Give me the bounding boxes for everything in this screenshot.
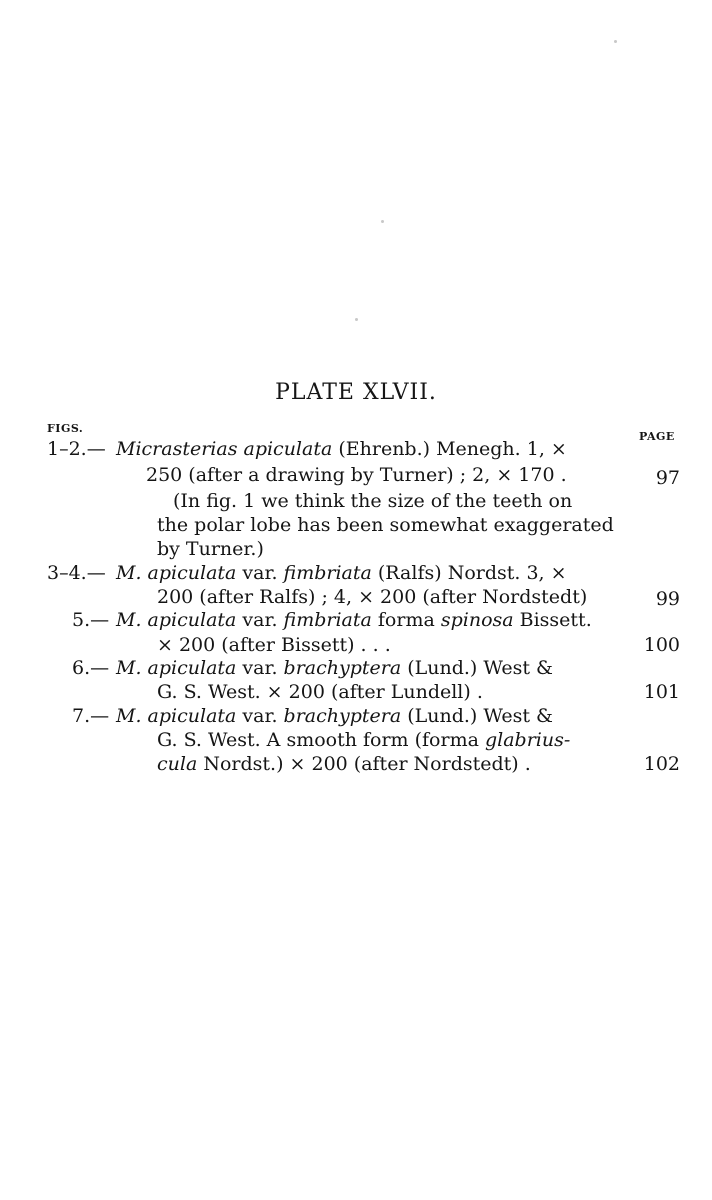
var-label: var. <box>236 609 284 631</box>
entry-line-1 <box>116 656 553 680</box>
genus: M. <box>116 657 142 679</box>
entry-line-1 <box>116 608 592 632</box>
note-line-3: by Turner.) <box>157 538 264 560</box>
entry-number: 6.— <box>72 657 110 679</box>
var-label: var. <box>236 705 284 727</box>
page-number: 102 <box>643 753 680 775</box>
note-line-2: the polar lobe has been somewhat exaggerated <box>157 514 614 536</box>
entry-line-2 <box>157 728 570 752</box>
entry-text: (Ehrenb.) Menegh. 1, × <box>332 438 567 460</box>
entry-text: Bissett. <box>513 609 592 631</box>
entry-number: 7.— <box>72 705 110 727</box>
entry-line-2: 250 (after a drawing by Turner) ; 2, × 170 . <box>146 464 567 486</box>
page-number: 99 <box>655 588 680 610</box>
plate-title: PLATE XLVII. <box>275 380 437 405</box>
genus: M. <box>116 705 142 727</box>
entry-line-1 <box>116 561 567 585</box>
species: apiculata <box>147 562 237 584</box>
page-number: 100 <box>643 634 680 656</box>
entry-number: 1–2.— <box>47 438 106 460</box>
scan-speck <box>355 318 358 321</box>
species: apiculata <box>147 609 237 631</box>
scan-speck <box>614 40 617 43</box>
entry-text: Nordst.) × 200 (after Nordstedt) . <box>197 753 531 775</box>
genus: M. <box>116 609 142 631</box>
entry-line-2: G. S. West. × 200 (after Lundell) . <box>157 681 483 703</box>
forma: spinosa <box>440 609 514 631</box>
entry-number: 5.— <box>72 609 110 631</box>
entry-line-2: 200 (after Ralfs) ; 4, × 200 (after Nordstedt) <box>157 586 588 608</box>
variety: brachyptera <box>283 657 402 679</box>
entry-text: (Lund.) West & <box>401 705 553 727</box>
note-line-1: (In fig. 1 we think the size of the teeth on <box>173 490 573 512</box>
forma-continued: cula <box>157 753 198 775</box>
page-column-header: PAGE <box>639 430 675 443</box>
species: apiculata <box>147 705 237 727</box>
forma-label: forma <box>371 609 441 631</box>
page-number: 101 <box>643 681 680 703</box>
genus: M. <box>116 562 142 584</box>
figs-column-header: FIGS. <box>47 422 84 435</box>
var-label: var. <box>236 657 284 679</box>
entry-text: G. S. West. A smooth form (forma <box>157 729 485 751</box>
var-label: var. <box>236 562 284 584</box>
entry-line-1 <box>116 704 553 728</box>
scan-speck <box>381 220 384 223</box>
entry-text: (Ralfs) Nordst. 3, × <box>371 562 567 584</box>
variety: brachyptera <box>283 705 402 727</box>
entry-line-2: × 200 (after Bissett) . . . <box>157 634 391 656</box>
variety: fimbriata <box>283 609 372 631</box>
forma: glabrius- <box>484 729 571 751</box>
entry-text: (Lund.) West & <box>401 657 553 679</box>
entry-line-3 <box>157 752 531 776</box>
entry-number: 3–4.— <box>47 562 106 584</box>
taxon-name: Micrasterias apiculata <box>116 438 333 460</box>
species: apiculata <box>147 657 237 679</box>
entry-line-1 <box>116 437 567 461</box>
variety: fimbriata <box>283 562 372 584</box>
page-number: 97 <box>655 467 680 489</box>
